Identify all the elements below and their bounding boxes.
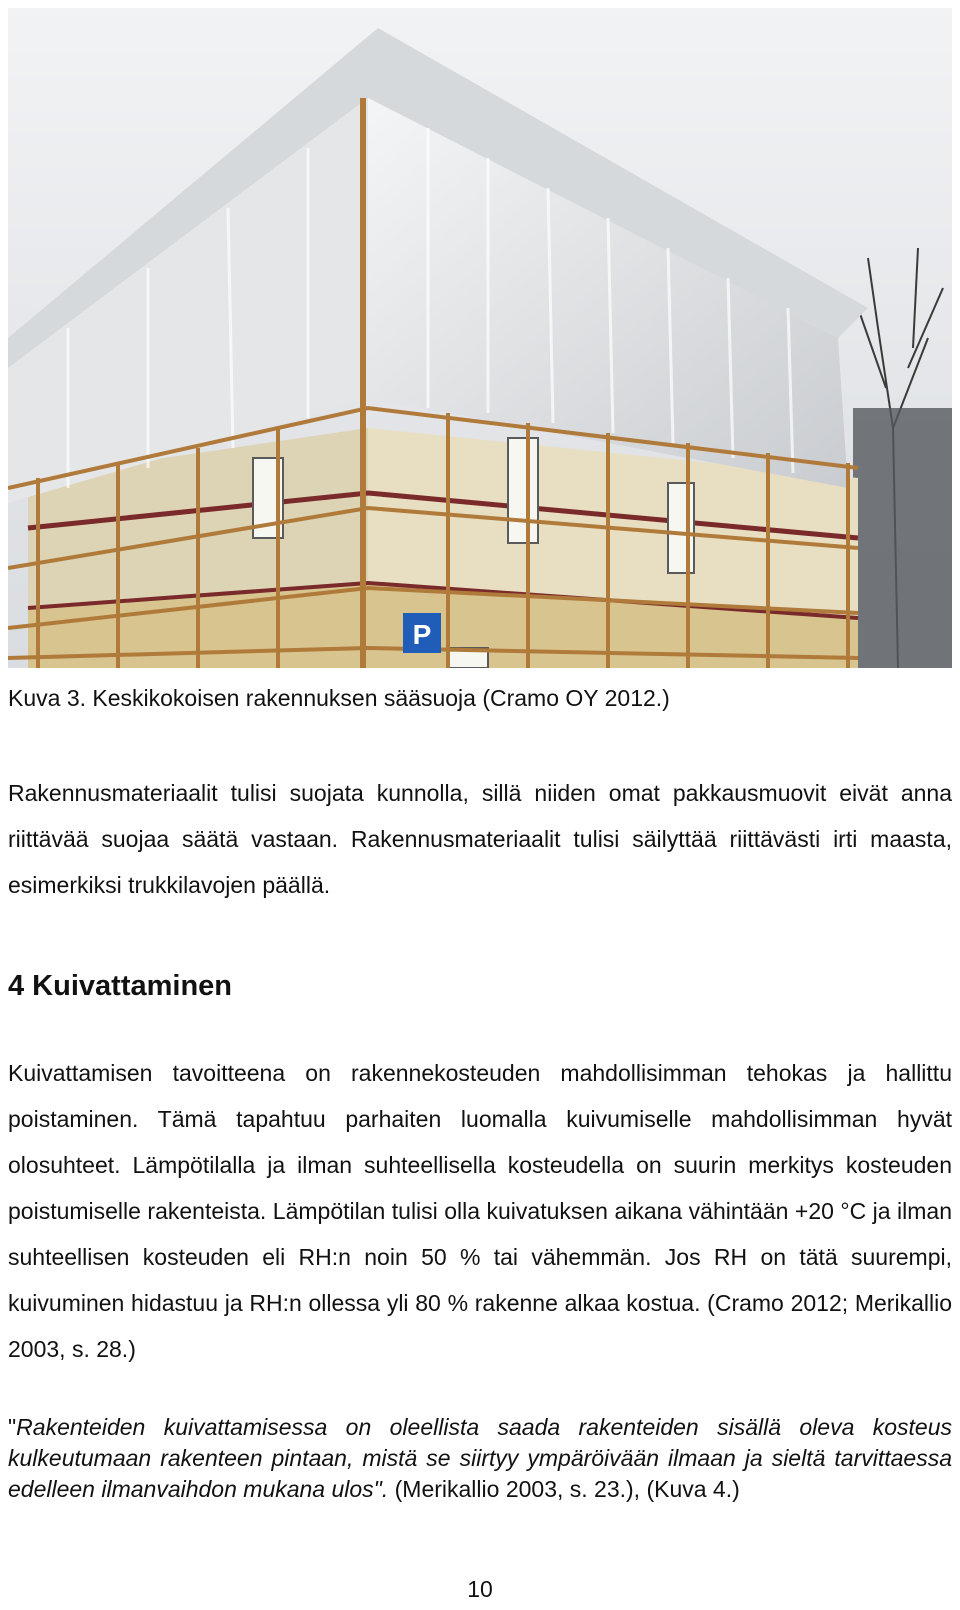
quote-open-mark: "	[8, 1414, 17, 1440]
quote-citation: (Merikallio 2003, s. 23.), (Kuva 4.)	[388, 1476, 740, 1502]
paragraph-materials: Rakennusmateriaalit tulisi suojata kunnolla, sillä niiden omat pakkausmuovit eivät anna riittävää suojaa säätä vastaan. Rakennusmateriaalit tulisi säilyttää riittävästi irti maasta, esimerkiksi trukkilavojen päällä.	[8, 780, 952, 898]
parking-sign-letter: P	[412, 619, 432, 650]
quote-text: Rakenteiden kuivattamisessa on oleellista saada rakenteiden sisällä oleva kosteus kulkeutumaan rakenteen pintaan, mistä se siirtyy ympäröivään ilmaan ja sieltä tarvittaessa edelleen ilmanvaihdon mukana ulos".	[8, 1414, 952, 1502]
figure-caption: Kuva 3. Keskikokoisen rakennuksen sääsuoja (Cramo OY 2012.)	[8, 685, 670, 711]
parking-sign	[403, 613, 441, 653]
paragraph-drying: Kuivattamisen tavoitteena on rakennekosteuden mahdollisimman tehokas ja hallittu poistaminen. Tämä tapahtuu parhaiten luomalla kuivumiselle mahdollisimman hyvät olosuhteet. Lämpötilalla ja ilman suhteellisella kosteudella on suurin merkitys kosteuden poistumiselle rakenteista. Lämpötilan tulisi olla kuivatuksen aikana vähintään +20 °C ja ilman suhteellisen kosteuden eli RH:n noin 50 % tai vähemmän. Jos RH on tätä suurempi, kuivuminen hidastuu ja RH:n ollessa yli 80 % rakenne alkaa kostua. (Cramo 2012; Merikallio 2003, s. 28.)	[8, 1060, 952, 1362]
building-weather-shelter-photo	[8, 8, 952, 668]
quotation	[8, 1412, 952, 1505]
photo-illustration	[8, 8, 952, 668]
section-heading: 4 Kuivattaminen	[8, 970, 232, 1002]
background-building	[853, 408, 952, 668]
page-number: 10	[467, 1576, 493, 1602]
